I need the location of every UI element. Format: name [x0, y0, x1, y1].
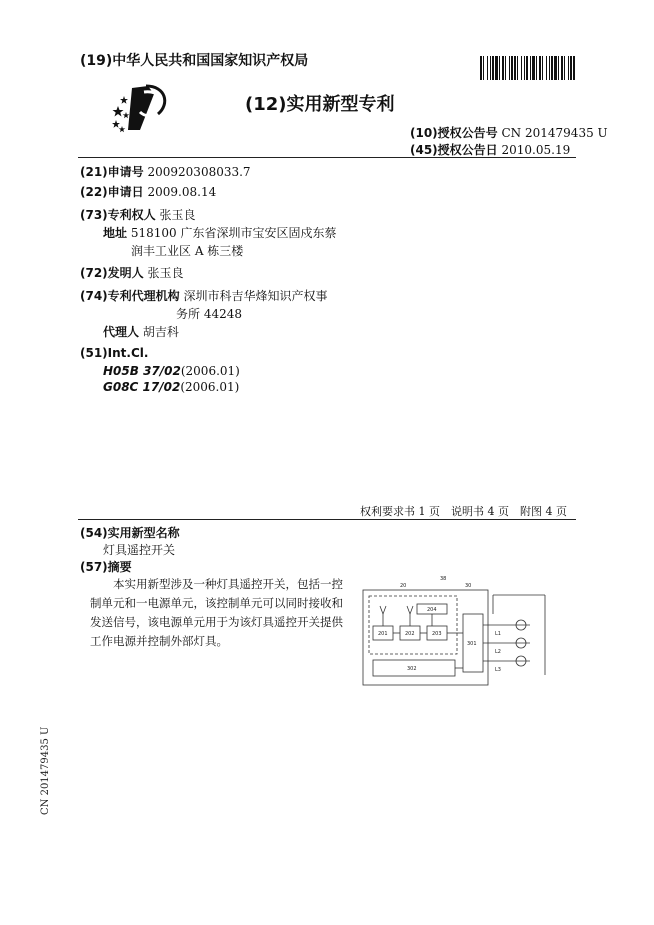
agent-label: 代理人 — [103, 325, 140, 339]
intcl-label: (51)Int.Cl. — [80, 346, 149, 360]
pub-date: 2010.05.19 — [501, 143, 571, 157]
fig-box-203-label: 203 — [432, 631, 442, 637]
pub-no: CN 201479435 U — [501, 126, 608, 140]
barcode-bar — [490, 56, 491, 80]
barcode-bar — [521, 56, 522, 80]
doc-type-code: (12) — [245, 94, 287, 115]
barcode-bar — [558, 56, 559, 80]
barcode-bar — [532, 56, 535, 80]
title-label: (54)实用新型名称 — [80, 526, 180, 540]
patentee: 张玉良 — [159, 208, 196, 222]
fig-label-top: 38 — [440, 576, 447, 582]
side-pub-no: CN 201479435 U — [40, 726, 51, 815]
intcl-row — [80, 346, 148, 360]
fig-box-302-label: 302 — [407, 666, 417, 672]
inventor: 张玉良 — [147, 266, 184, 280]
barcode — [480, 56, 578, 80]
fig-label-30: 30 — [465, 583, 472, 589]
office-code: (19) — [80, 53, 113, 69]
title-row — [103, 541, 175, 558]
barcode-bar — [542, 56, 543, 80]
intcl-code: G08C 17/02 — [103, 380, 181, 394]
fig-box-301-label: 301 — [467, 641, 477, 647]
fig-lamp-l3: L3 — [495, 667, 501, 673]
agent: 胡吉科 — [142, 325, 179, 339]
barcode-bar — [499, 56, 500, 80]
fig-lamp-l1: L1 — [495, 631, 501, 637]
fig-box-201-label: 201 — [378, 631, 388, 637]
fig-box-204-label: 204 — [427, 607, 437, 613]
patentee-label: (73)专利权人 — [80, 208, 156, 222]
intcl-item — [103, 364, 240, 378]
agency-line2: 务所 44248 — [176, 307, 242, 321]
pub-date-label: (45)授权公告日 — [410, 143, 498, 157]
barcode-bar — [480, 56, 482, 80]
intcl-item — [103, 380, 239, 394]
app-no-label: (21)申请号 — [80, 165, 144, 179]
intcl-date: (2006.01) — [180, 380, 240, 394]
abstract-label-row — [80, 558, 132, 575]
pages-summary: 权利要求书 1 页 说明书 4 页 附图 4 页 — [360, 505, 567, 518]
barcode-bar — [524, 56, 525, 80]
agency-line1: 深圳市科吉华烽知识产权事 — [183, 289, 328, 303]
pub-date-row — [410, 141, 570, 158]
barcode-bar — [564, 56, 565, 80]
agency-row — [80, 287, 328, 304]
barcode-bar — [511, 56, 513, 80]
barcode-bar — [570, 56, 572, 80]
abstract-text: 本实用新型涉及一种灯具遥控开关，包括一控制单元和一电源单元，该控制单元可以同时接收和发送信号，该电源单元用于为该灯具遥控开关提供工作电源并控制外部灯具。 — [90, 577, 343, 648]
agency-label: (74)专利代理机构 — [80, 289, 180, 303]
inventor-label: (72)发明人 — [80, 266, 144, 280]
fig-lamp-l2: L2 — [495, 649, 501, 655]
barcode-bar — [509, 56, 510, 80]
app-date-row — [80, 183, 216, 200]
barcode-bar — [526, 56, 528, 80]
pub-no-row — [410, 124, 608, 141]
address-label: 地址 — [103, 226, 128, 240]
agency-row-2 — [176, 305, 242, 322]
barcode-bar — [483, 56, 484, 80]
fig-label-20: 20 — [400, 583, 407, 589]
header-rule — [78, 157, 576, 158]
barcode-bar — [514, 56, 516, 80]
address-line2: 润丰工业区 A 栋三楼 — [131, 244, 244, 258]
intcl-code: H05B 37/02 — [103, 364, 181, 378]
barcode-bar — [505, 56, 506, 80]
barcode-bar — [530, 56, 531, 80]
inventor-row — [80, 264, 184, 281]
barcode-bar — [573, 56, 575, 80]
address-row-2 — [131, 242, 243, 259]
barcode-bar — [492, 56, 494, 80]
barcode-bar — [549, 56, 550, 80]
barcode-bar — [539, 56, 541, 80]
fig-box-202-label: 202 — [405, 631, 415, 637]
app-no-row — [80, 163, 251, 180]
barcode-bar — [487, 56, 488, 80]
barcode-bar — [551, 56, 553, 80]
barcode-bar — [517, 56, 518, 80]
barcode-bar — [546, 56, 547, 80]
barcode-bar — [536, 56, 537, 80]
app-date: 2009.08.14 — [147, 185, 217, 199]
pub-no-label: (10)授权公告号 — [410, 126, 498, 140]
address-row — [103, 224, 336, 241]
doc-type-title — [245, 90, 395, 116]
app-date-label: (22)申请日 — [80, 185, 144, 199]
agent-row — [103, 323, 179, 340]
barcode-bar — [568, 56, 569, 80]
app-no: 200920308033.7 — [147, 165, 251, 179]
abstract-body — [90, 575, 345, 651]
address-line1: 518100 广东省深圳市宝安区固戍东蔡 — [130, 226, 337, 240]
abstract-label: (57)摘要 — [80, 560, 132, 574]
barcode-bar — [495, 56, 498, 80]
office-name: 中华人民共和国国家知识产权局 — [112, 53, 309, 69]
circuit-figure — [355, 570, 555, 695]
patentee-row — [80, 206, 196, 223]
barcode-bar — [561, 56, 563, 80]
utility-title: 灯具遥控开关 — [103, 543, 176, 557]
office-header — [80, 50, 308, 70]
control-unit-block — [369, 596, 457, 654]
barcode-bar — [502, 56, 504, 80]
sipo-logo-icon — [110, 82, 170, 136]
intcl-date: (2006.01) — [180, 364, 240, 378]
title-label-row — [80, 524, 180, 541]
barcode-bar — [554, 56, 557, 80]
doc-type: 实用新型专利 — [286, 94, 395, 115]
summary-rule — [78, 519, 576, 520]
